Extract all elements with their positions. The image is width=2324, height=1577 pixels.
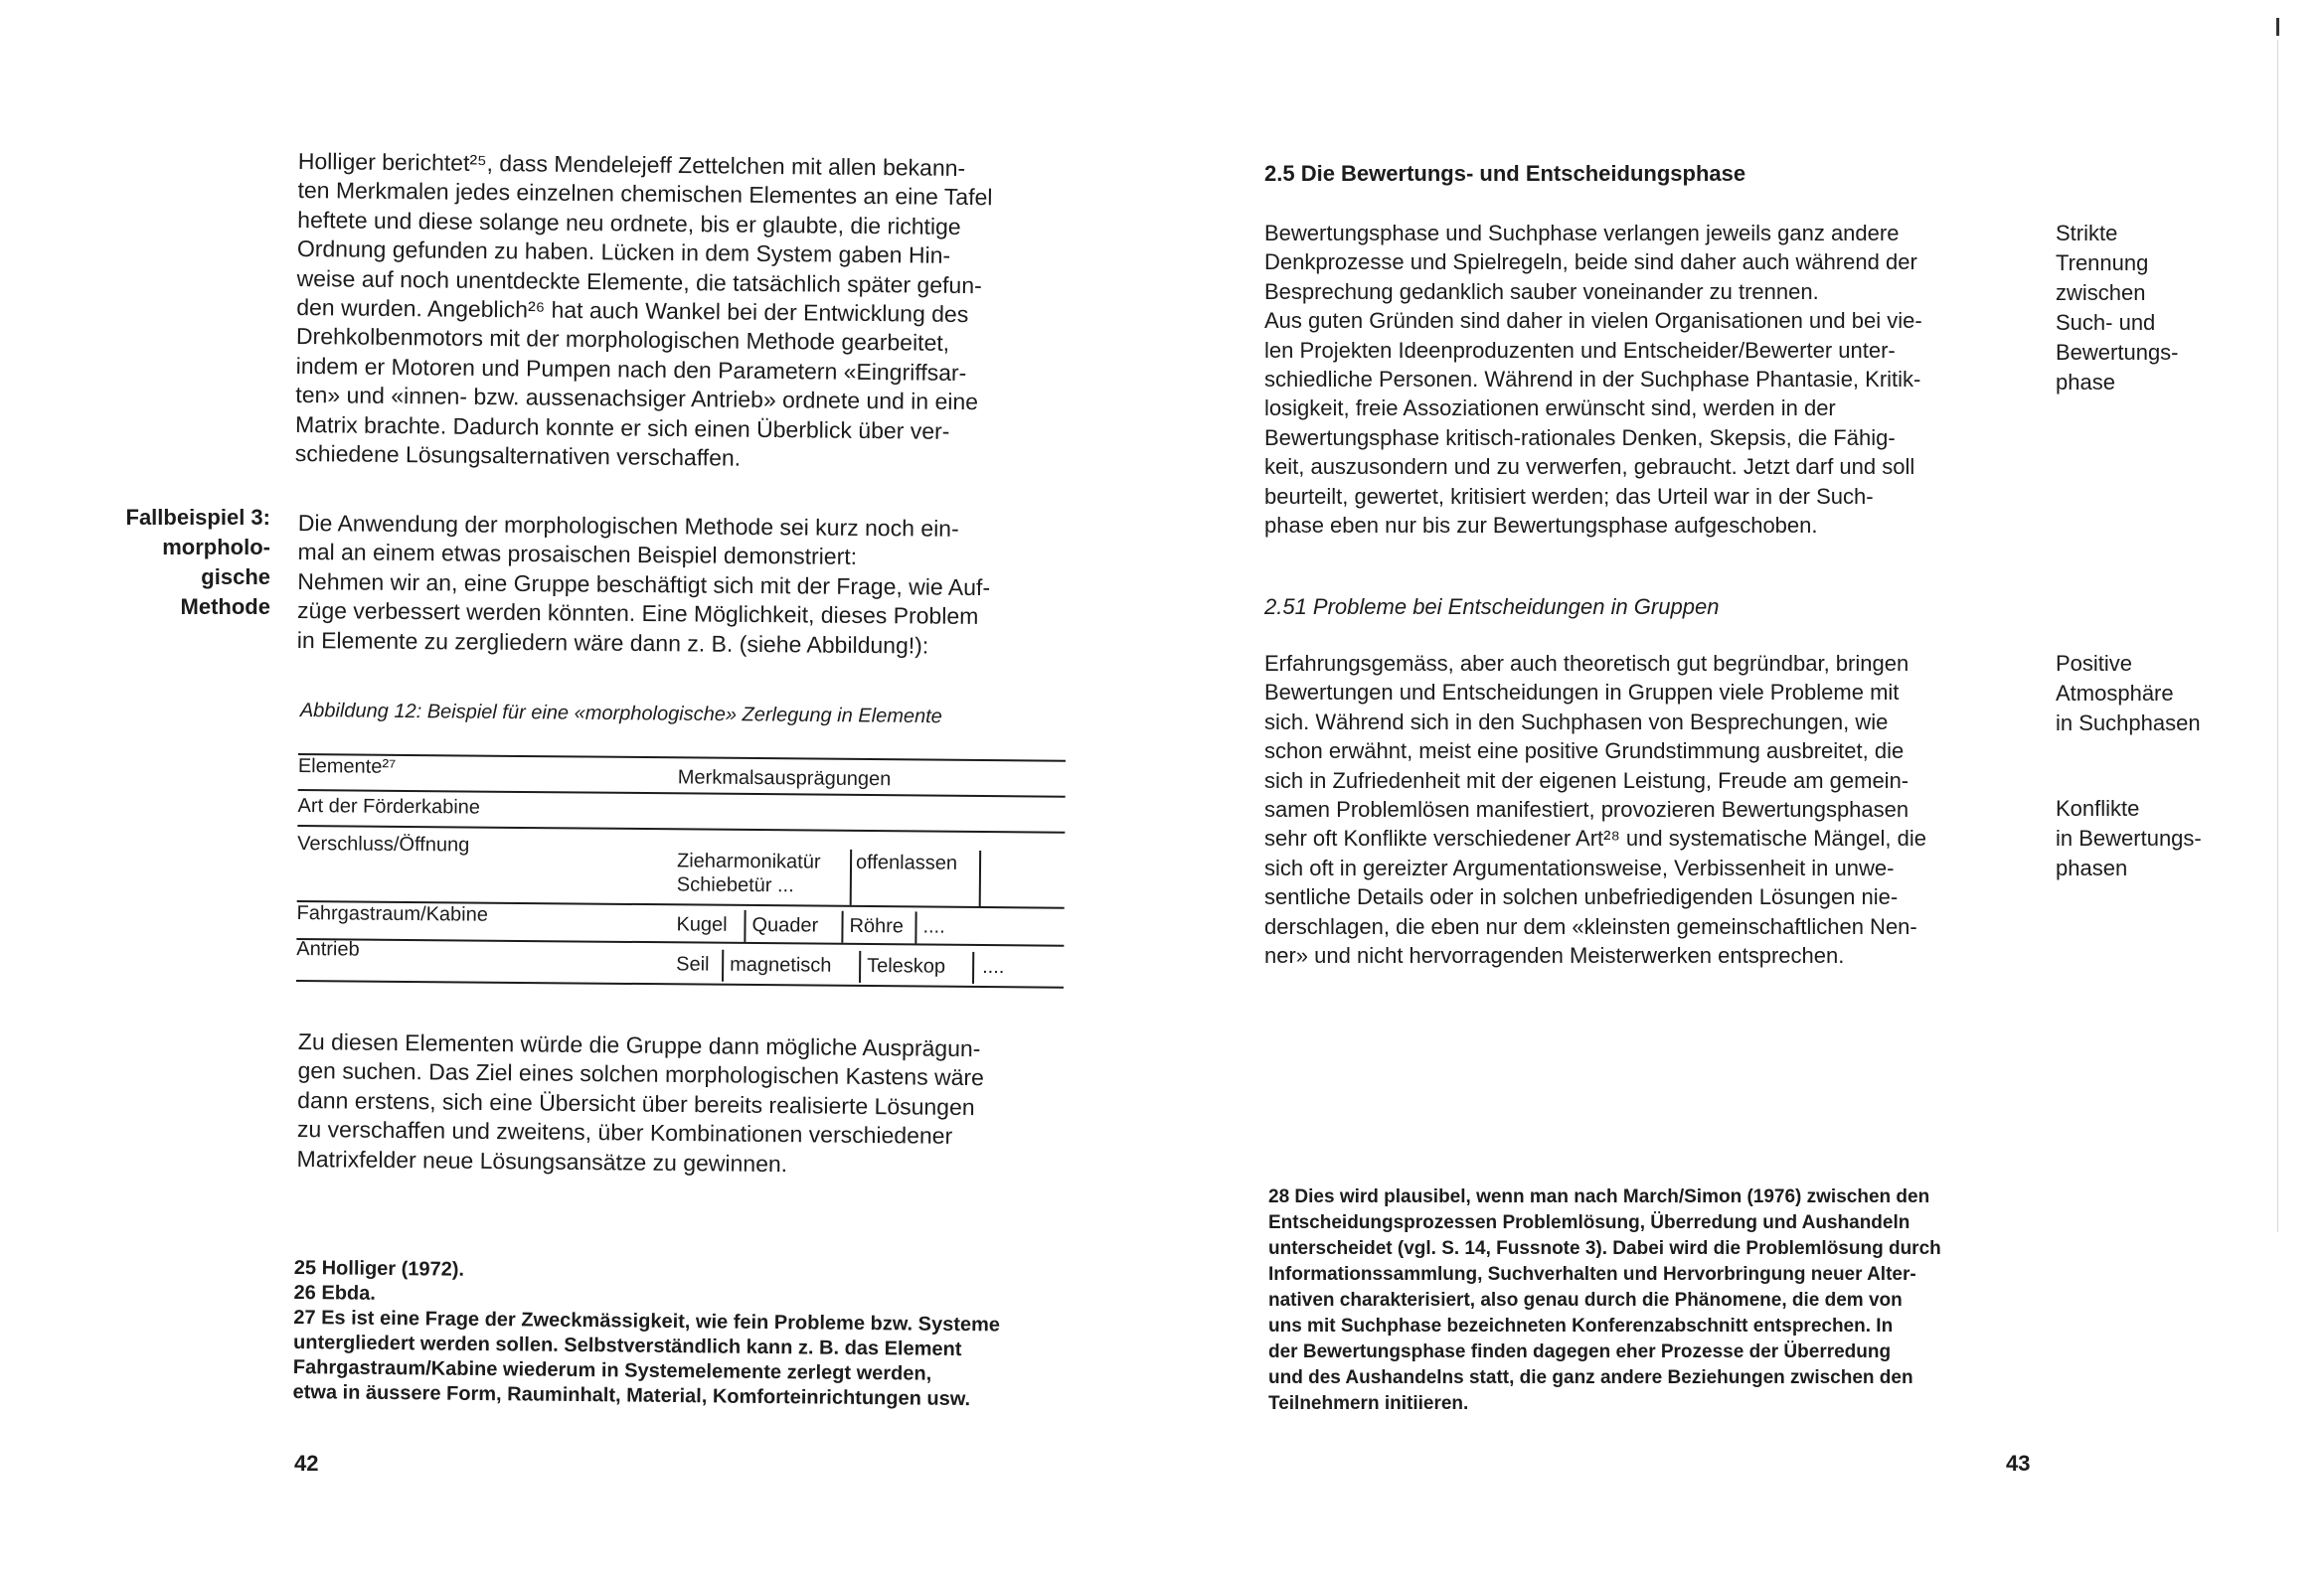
cell-divider	[979, 851, 981, 906]
row-label: Verschluss/Öffnung	[297, 832, 470, 857]
paragraph-group-problems: Erfahrungsgemäss, aber auch theoretisch gut begründbar, bringen Bewertungen und Entscheidungen in Gruppen viele Probleme mit sich. Während sich in den Suchphasen von Besprechungen, wie schon erwähnt, meist eine positive Grundstimmung ausbreitet, die sich in Zufriedenheit mit der eigenen Leistung, Freude am gemein- samen Problemlösen manifestiert, provozieren Bewertungsphasen sehr oft Konflikte verschiedener Art²⁸ und systematische Mängel, die sich oft in gereizter Argumentationsweise, Verbissenheit in unwe- sentliche Details oder in solchen unbefriedigenden Lösungen nie- derschlagen, die eben nur dem «kleinsten gemeinschaftlichen Nen- ner» und nicht hervorragenden Meisterwerken entsprechen.	[1264, 651, 1926, 969]
cell-divider	[859, 951, 861, 983]
cell-divider	[744, 910, 746, 942]
footnote: Teilnehmern initiieren.	[1268, 1393, 1469, 1414]
margin-note-separation: Strikte Trennung zwischen Such- und Bewertungs- phase	[2056, 221, 2179, 394]
value-cell: Quader	[751, 913, 819, 937]
value-cell: ....	[922, 915, 945, 938]
table-rule	[298, 753, 1066, 762]
value-cell: Zieharmonikatür	[676, 850, 821, 873]
value-cell: Röhre	[849, 914, 905, 938]
header-values: Merkmalsausprägungen	[677, 766, 892, 791]
margin-note-conflicts: Konflikte in Bewertungs- phasen	[2056, 796, 2202, 880]
scan-mark	[2276, 18, 2279, 36]
paragraph-evaluation-phase: Bewertungsphase und Suchphase verlangen jeweils ganz andere Denkprozesse und Spielregeln, beide sind daher auch während der Besprechung gedanklich sauber voneinander zu trennen. Aus guten Gründen sind daher in vielen Organisationen und bei vie- len Projekten Ideenproduzenten und Entscheider/Bewerter unter- schiedliche Personen. Während in der Suchphase Phantasie, Kritik- losigkeit, freie Assoziationen erwünscht sind, werden in der Bewertungsphase kritisch-rationales Denken, Skepsis, die Fähig- keit, auszusondern und zu verwerfen, gebraucht. Jetzt darf und soll beurteilt, gewertet, kritisiert werden; das Urteil war in der Such- phase eben nur bis zur Bewertungsphase aufgeschoben.	[1264, 221, 1922, 539]
cell-divider	[722, 950, 724, 982]
footnote: Entscheidungsprozessen Problemlösung, Überredung und Aushandeln	[1268, 1212, 1910, 1233]
figure-caption: Abbildung 12: Beispiel für eine «morphologische» Zerlegung in Elemente	[299, 700, 942, 728]
footnote: nativen charakterisiert, also genau durch die Phänomene, die dem von	[1268, 1290, 1903, 1311]
page-number-left: 42	[294, 1451, 319, 1476]
scan-mark	[2277, 40, 2278, 1232]
subsection-heading: 2.51 Probleme bei Entscheidungen in Gruppen	[1264, 594, 1720, 619]
footnote: untergliedert werden sollen. Selbstverständlich kann z. B. das Element	[292, 1331, 962, 1361]
footnote: Fahrgastraum/Kabine wiederum in Systemelemente zerlegt werden,	[292, 1355, 932, 1385]
table-rule	[296, 980, 1064, 989]
morphological-table	[296, 753, 1066, 1009]
footnote-right	[1268, 1184, 2054, 1417]
row-label: Fahrgastraum/Kabine	[296, 901, 489, 926]
value-cell: Schiebetür ...	[676, 873, 794, 897]
table-rule	[297, 825, 1065, 834]
section-heading: 2.5 Die Bewertungs- und Entscheidungsphase	[1264, 161, 1746, 186]
value-cell: offenlassen	[855, 851, 958, 874]
footnote: unterscheidet (vgl. S. 14, Fussnote 3). Dabei wird die Problemlösung durch	[1268, 1238, 1941, 1259]
footnote: 26 Ebda.	[293, 1281, 376, 1305]
margin-note-positive: Positive Atmosphäre in Suchphasen	[2056, 651, 2201, 735]
example-paragraph: Die Anwendung der morphologischen Methode sei kurz noch ein- mal an einem etwas prosaischen Beispiel demonstriert: Nehmen wir an, eine Gruppe beschäftigt sich mit der Frage, wie Auf- züge verbessert werden könnten. Eine Möglichkeit, dieses Problem in Elemente zu zergliedern wäre dann z. B. (siehe Abbildung!):	[296, 509, 991, 659]
cell-divider	[850, 850, 852, 905]
value-cell: ....	[982, 956, 1005, 979]
footnote: Informationssammlung, Suchverhalten und Hervorbringung neuer Alter-	[1268, 1264, 1916, 1285]
footnote: der Bewertungsphase finden dagegen eher Prozesse der Überredung	[1268, 1341, 1892, 1362]
cell-divider	[914, 911, 916, 943]
footnote: 27 Es ist eine Frage der Zweckmässigkeit, wie fein Probleme bzw. Systeme	[293, 1306, 1001, 1337]
footnote: etwa in äussere Form, Rauminhalt, Material, Komforteinrichtungen usw.	[292, 1380, 971, 1411]
row-label: Art der Förderkabine	[297, 794, 481, 819]
value-cell: Kugel	[676, 913, 728, 936]
cell-divider	[972, 952, 974, 984]
footnote: uns mit Suchphase bezeichneten Konferenzabschnitt entsprechen. In	[1268, 1316, 1894, 1337]
footnotes-left	[292, 1256, 1079, 1413]
footnote: 25 Holliger (1972).	[293, 1257, 465, 1281]
value-cell: magnetisch	[730, 953, 832, 977]
case-study-sidenote: Fallbeispiel 3: morpholo- gische Methode	[125, 505, 270, 619]
table-rule	[296, 938, 1064, 947]
footnote: und des Aushandelns statt, die ganz andere Beziehungen zwischen den	[1268, 1367, 1913, 1388]
closing-paragraph: Zu diesen Elementen würde die Gruppe dann mögliche Ausprägun- gen suchen. Das Ziel eines solchen morphologischen Kastens wäre dann erstens, sich eine Übersicht über bereits realisierte Lösungen zu verschaffen und zweitens, über Kombinationen verschiedener Matrixfelder neue Lösungsansätze zu gewinnen.	[296, 1028, 985, 1177]
cell-divider	[841, 911, 843, 943]
intro-paragraph: Holliger berichtet²⁵, dass Mendelejeff Zettelchen mit allen bekann- ten Merkmalen jedes einzelnen chemischen Elementes an eine Tafel heftete und diese solange neu ordnete, bis er glaubte, die richtige Ordnung gefunden zu haben. Lücken in dem System gaben Hin- weise auf noch unentdeckte Elemente, die tatsächlich später gefun- den wurden. Angeblich²⁶ hat auch Wankel bei der Entwicklung des Drehkolbenmotors mit der morphologischen Methode gearbeitet, indem er Motoren und Pumpen nach den Parametern «Eingriffsar- ten» und «innen- bzw. aussenachsiger Antrieb» ordnete und in eine Matrix brachte. Dadurch konnte er sich einen Überblick über ver- schiedene Lösungsalternativen verschaffen.	[294, 147, 993, 471]
value-cell: Teleskop	[867, 955, 946, 978]
header-elements: Elemente²⁷	[297, 754, 397, 778]
value-cell: Seil	[676, 953, 710, 976]
footnote: 28 Dies wird plausibel, wenn man nach March/Simon (1976) zwischen den	[1268, 1186, 1930, 1207]
row-label: Antrieb	[296, 937, 360, 961]
page-number-right: 43	[2006, 1451, 2031, 1476]
